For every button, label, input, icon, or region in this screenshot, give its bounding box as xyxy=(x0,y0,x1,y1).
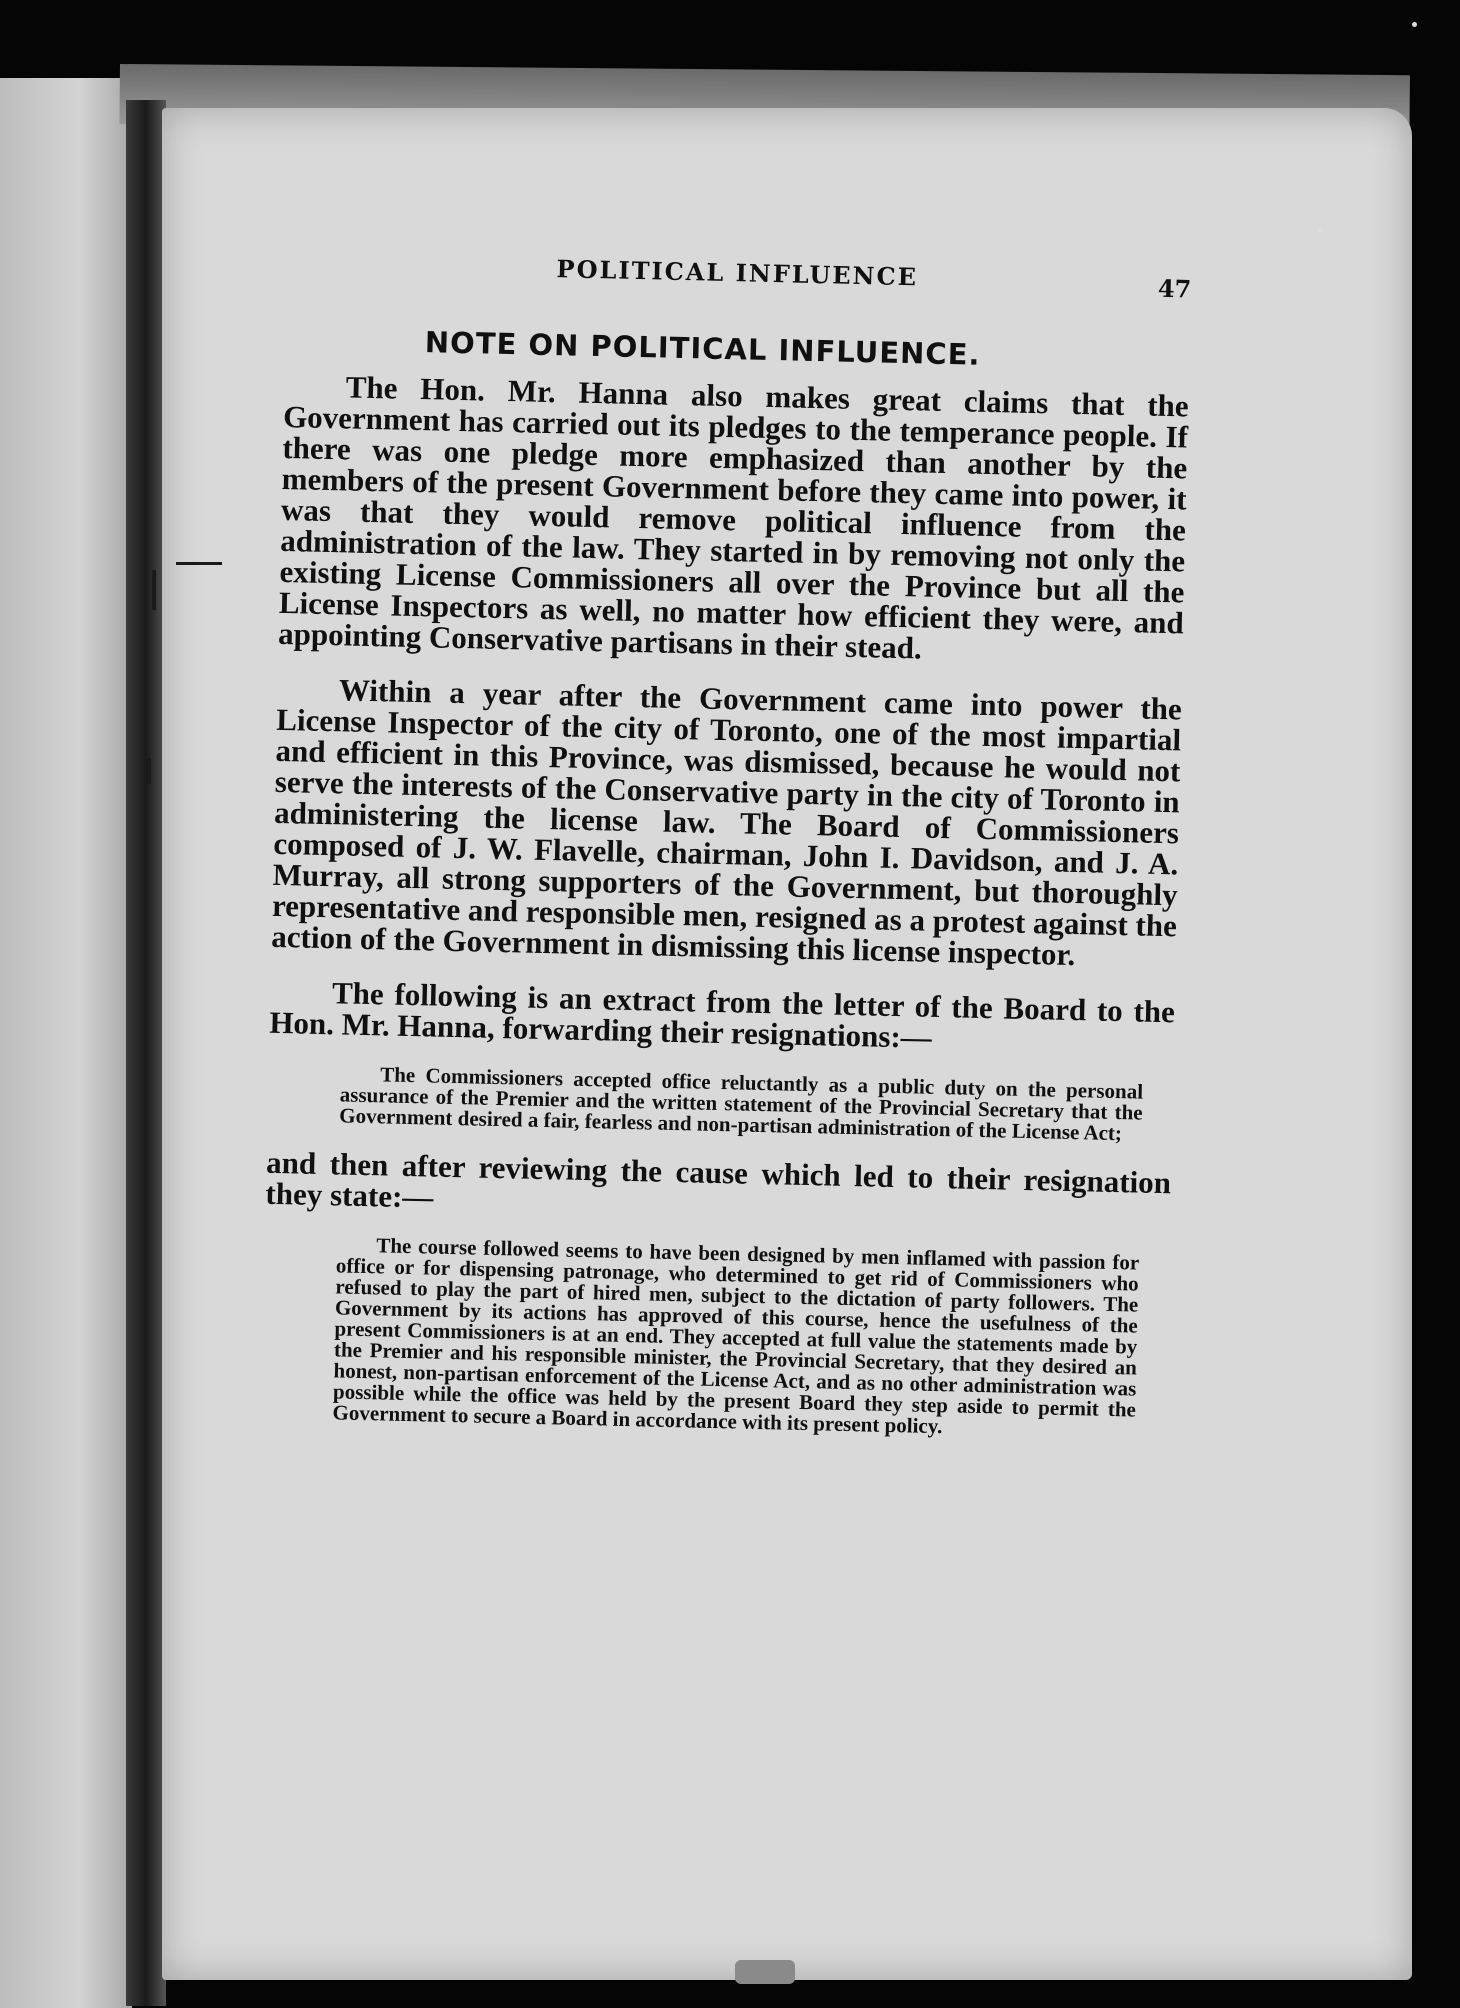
paragraph-1: The Hon. Mr. Hanna also makes great claims that the Government has carried out its pledges to the temperance people. If there was one pledge more emphasized than another by the members of the present Government before they came into power, it was that they would remove political influence from the administration of the law. They started in by removing not only the existing License Commissioners all over the Province but all the License Inspectors as well, no matter how efficient they were, and appointing Conservative partisans in their stead. xyxy=(277,369,1190,666)
section-heading: NOTE ON POLITICAL INFLUENCE. xyxy=(424,325,981,372)
block-quote-1: The Commissioners accepted office reluctantly as a public duty on the personal assurance of the Premier and the written statement of the Provincial Secretary that the Government desired a fair, fearless and non-partisan administration of the License Act; xyxy=(339,1062,1144,1146)
margin-tick-mark-2 xyxy=(146,758,151,784)
dust-speck xyxy=(1412,22,1417,27)
dust-speck-2 xyxy=(1318,228,1323,233)
running-head xyxy=(286,248,1192,313)
book-spine xyxy=(126,100,166,2006)
book-page xyxy=(162,108,1412,1980)
continuation-paragraph: and then after reviewing the cause which led to their resignation they state:— xyxy=(265,1144,1172,1215)
page-bottom-tab xyxy=(735,1960,795,1984)
running-title: POLITICAL INFLUENCE xyxy=(556,254,919,292)
page-number: 47 xyxy=(1157,273,1192,304)
block-quote-2: The course followed seems to have been designed by men inflamed with passion for office or for dispensing patronage, who determined to get rid of Commissioners who refused to play the part of hired men, subject to the dictation of party followers. The Government by its actions has approved of this course, hence the usefulness of the present Commissioners is at an end. They accepted at full value the statements made by the Premier and his responsible minister, the Provincial Secretary, that they desired an honest, non-partisan enforcement of the License Act, and as no other administration was possible while the office was held by the present Board they step aside to permit the Government to secure a Board in accordance with its present policy. xyxy=(332,1233,1140,1439)
paragraph-2: Within a year after the Government came into power the License Inspector of the city of Toronto, one of the most impartial and efficient in this Province, was dismissed, because he would not serve the interests of the Conservative party in the city of Toronto in administering the license law. The Board of Commissioners composed of J. W. Flavelle, chairman, John I. Davidson, and J. A. Murray, all strong supporters of the Government, but thoroughly representative and responsible men, resigned as a protest against the action of the Government in dismissing this license inspector. xyxy=(270,672,1183,973)
facing-page-edge xyxy=(0,78,132,2008)
page-content xyxy=(260,248,1192,1464)
paragraph-3: The following is an extract from the letter of the Board to the Hon. Mr. Hanna, forwarding their resignations:— xyxy=(269,975,1176,1055)
margin-tick-mark xyxy=(152,570,156,610)
margin-dash-mark xyxy=(176,562,222,565)
